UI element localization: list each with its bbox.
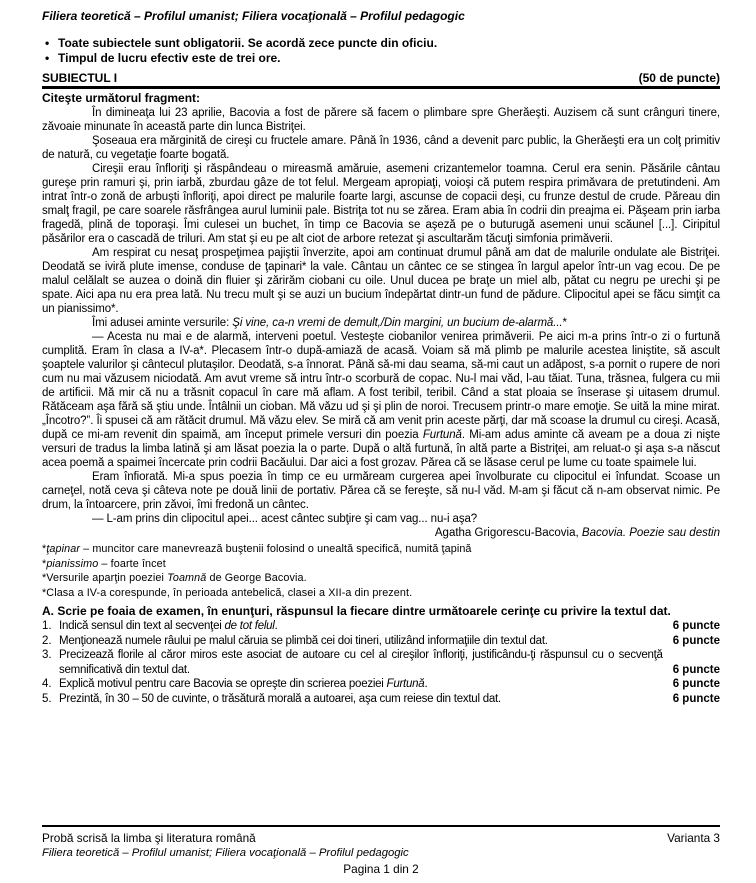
question-text: Prezintă, în 30 – 50 de cuvinte, o trăsătură morală a autoarei, aşa cum reiese din textul dat.	[59, 692, 501, 705]
fragment-paragraph: Cireşii erau înfloriţi şi răspândeau o mireasmă amăruie, asemeni crizantemelor toamna. Cerul era senin. Păsările cântau gureşe prin ramuri şi, prin iarbă, zburdau gâze de tot felul. Mergeam apropiaţi, voioşi că putem respira primăvara de pretutindeni. Am intrat într-o zonă de arbuşti înfloriţi, apoi direct pe malurile foarte largi, ascunse de copacii deşi, cu frunze destul de crude. Păreau din smalţ fragil, pe care soarele răsfrângea aurul luminii pale. Bistriţa tot nu se zărea. Eram abia în codrii din preajma ei. Păşeam prin iarba fragedă, plină de toporaşi. Îmi culesei un buchet, în timp ce Bacovia se aşeză pe o buturugă asemeni unui scăunel [...]. Ciripitul păsărilor era o cascadă de triluri. Am stat şi eu pe alt ciot de arbore retezat şi ascultarăm tăcuţi simfonia primăverii.	[42, 163, 720, 245]
question-number: 5.	[42, 692, 52, 705]
question-number: 2.	[42, 634, 52, 647]
page-footer	[42, 825, 720, 878]
question-text: Precizează florile al căror miros este asociat de autoare cu cel al cireşilor înfloriţi, justificându-ţi răspunsul cu o secvenţă semnificativă din textul dat.	[59, 649, 663, 676]
fragment-paragraph: — L-am prins din clipocitul apei... acest cântec subţire şi cam vag... nu-i aşa?	[92, 513, 478, 525]
fragment-paragraph: — Acesta nu mai e de alarmă, interveni poetul. Vesteşte ciobanilor venirea primăverii. Pe aici m-a prins într-o zi o furtună cumplită. Eram în clasa a IV-a*. Plecasem într-o după-amiază de acasă. Voiam să mă plimb pe malurile acestea liniştite, să ascult şoaptele valurilor şi cântecul plutaşilor. Deodată, s-a înnorat. Până să-mi dau seama, să-mi caut un adăpost, s-a pornit o rupere de nori cum nu mai văzusem niciodată. Am avut vreme să intru într-o scorbură de copac. Nu-l mai văd, l-au tăiat. Tuna, trăsnea, fulgera cu mii de artificii. Mă mir că nu a trăsnit copacul în care mă aflam. A fost teribil, teribil. Când a stat ploaia se înserase şi uitasem drumul. Rătăceam aşa fără să ştiu unde. Întâlnii un cioban. Mă văzu ud şi şi plin de noroi. Trecusem printr-o mare emoţie. Se uită la mine mirat. „Încotro?”. Îi spusei că am rătăcit drumul. Mă văzu elev. Se miră că am venit prin aceste părţi, dar mă scoase la drumul cu cireşi. Acasă, după ce mi-am revenit din spaimă, am început primele versuri din poezia Furtună. Mi-am adus aminte că aveam pe a doua zi nişte versuri de tradus la limba latină şi am lăsat poezia la o parte. După o altă furtună, în altă parte a Bistriţei, am reluat-o şi aşa s-a născut acea poemă a spaimei încercate prin codrii Bacăului. Dar aici a fost grozav. Părea că se lăsase cerul pe lume cu toate spaimele lui.	[42, 331, 720, 469]
question-points: 6 puncte	[672, 634, 720, 647]
footnotes	[42, 542, 720, 600]
fragment-paragraph: În dimineaţa lui 23 aprilie, Bacovia a fost de părere să facem o plimbare spre Gherăeşti. Auzisem că sunt crânguri tinere, zăvoaie minunate în această parte din lunca Bistriţei.	[42, 107, 720, 133]
instruction-item	[42, 51, 720, 66]
footer-variant: Varianta 3	[667, 830, 720, 845]
question-points: 6 puncte	[672, 663, 720, 676]
questions-list	[42, 619, 720, 706]
footer-exam-name: Probă scrisă la limba şi literatura română	[42, 830, 256, 845]
fragment-paragraph: Şoseaua era mărginită de cireşi cu fructele amare. Până în 1936, când a devenit parc public, la Gherăeşti era un colţ primitiv de natură, cu vegetaţie foarte bogată.	[42, 135, 720, 161]
footnote: *ţapinar – muncitor care manevrează buştenii folosind o unealtă specifică, numită ţapină	[42, 543, 472, 555]
question-points: 6 puncte	[672, 620, 720, 633]
question-text: Menţionează numele râului pe malul căruia se plimbă cei doi tineri, utilizând informaţiile din textul dat.	[59, 634, 548, 647]
bullet-marker: •	[45, 51, 50, 65]
question-item	[42, 677, 720, 692]
instruction-text: Toate subiectele sunt obligatorii. Se acordă zece puncte din oficiu.	[58, 36, 438, 50]
instruction-item	[42, 36, 720, 51]
question-item	[42, 619, 720, 634]
question-points: 6 puncte	[672, 692, 720, 705]
fragment-text	[42, 106, 720, 526]
question-item	[42, 634, 720, 649]
question-number: 1.	[42, 620, 52, 633]
attribution: Agatha Grigorescu-Bacovia, Bacovia. Poezie sau destin	[434, 527, 720, 539]
question-item	[42, 648, 720, 677]
fragment-intro: Citeşte următorul fragment:	[42, 91, 201, 105]
question-points: 6 puncte	[672, 678, 720, 691]
footnote: *Clasa a IV-a corespunde, în perioada antebelică, clasei a XII-a din prezent.	[42, 586, 413, 599]
fragment-paragraph: Eram înfiorată. Mi-a spus poezia în timp ce eu urmăream curgerea apei învolburate cu clipocitul ei înfundat. Scoase un carneţel, notă ceva şi câteva note pe două linii de portativ. Părea că se fereşte, să nu-l văd. M-am şi făcut că n-am observat nimic. Pe drum, la întoarcere, prin zăvoi, îmi fredonă un cântec.	[42, 471, 720, 511]
footnote: *Versurile aparţin poeziei Toamnă de George Bacovia.	[42, 572, 307, 585]
fragment-paragraph: Am respirat cu nesaţ prospeţimea pajiştii înverzite, apoi am continuat drumul până am dat de malurile ondulate ale Bistriţei. Deodată se iviră plute imense, conduse de ţapinari* la vale. Cântau un cântec ce se stingea în largul apelor într-un vag ecou. De pe malul celălalt se auzea o doină din fluier şi zărirăm ciobani cu oile. Unul ducea pe braţe un miel alb, pătat cu negru pe urechi şi pe spate. Aici apa nu era prea lată. Nu trecu mult şi se auzi un bucium îndepărtat dintr-un fund de pădure. Clipocitul apei se făcu simţit ca un pianissimo*.	[42, 247, 720, 315]
fragment-paragraph: Îmi adusei aminte versurile: Şi vine, ca-n vremi de demult,/Din margini, un bucium de-alarmă...*	[92, 317, 567, 329]
instruction-text: Timpul de lucru efectiv este de trei ore.	[58, 51, 281, 65]
question-number: 4.	[42, 678, 52, 691]
section-a-heading: A. Scrie pe foaia de examen, în enunţuri, răspunsul la fiecare dintre următoarele cerinţe cu privire la textul dat.	[42, 604, 671, 619]
question-text: Explică motivul pentru care Bacovia se opreşte din scrierea poeziei Furtună.	[59, 678, 428, 691]
question-item	[42, 692, 720, 707]
header-filiera: Filiera teoretică – Profilul umanist; Filiera vocaţională – Profilul pedagogic	[42, 9, 465, 23]
question-number: 3.	[42, 649, 52, 662]
subject-title: SUBIECTUL I	[42, 71, 118, 85]
footnote: *pianissimo – foarte încet	[42, 557, 166, 570]
subject-points: (50 de puncte)	[638, 71, 720, 85]
question-text: Indică sensul din text al secvenţei de tot felul.	[59, 620, 278, 633]
subject-header	[42, 71, 720, 89]
bullet-marker: •	[45, 36, 50, 50]
footer-page-number: Pagina 1 din 2	[343, 861, 419, 876]
instructions-list	[42, 36, 720, 66]
footer-filiera: Filiera teoretică – Profilul umanist; Filiera vocaţională – Profilul pedagogic	[42, 847, 409, 859]
